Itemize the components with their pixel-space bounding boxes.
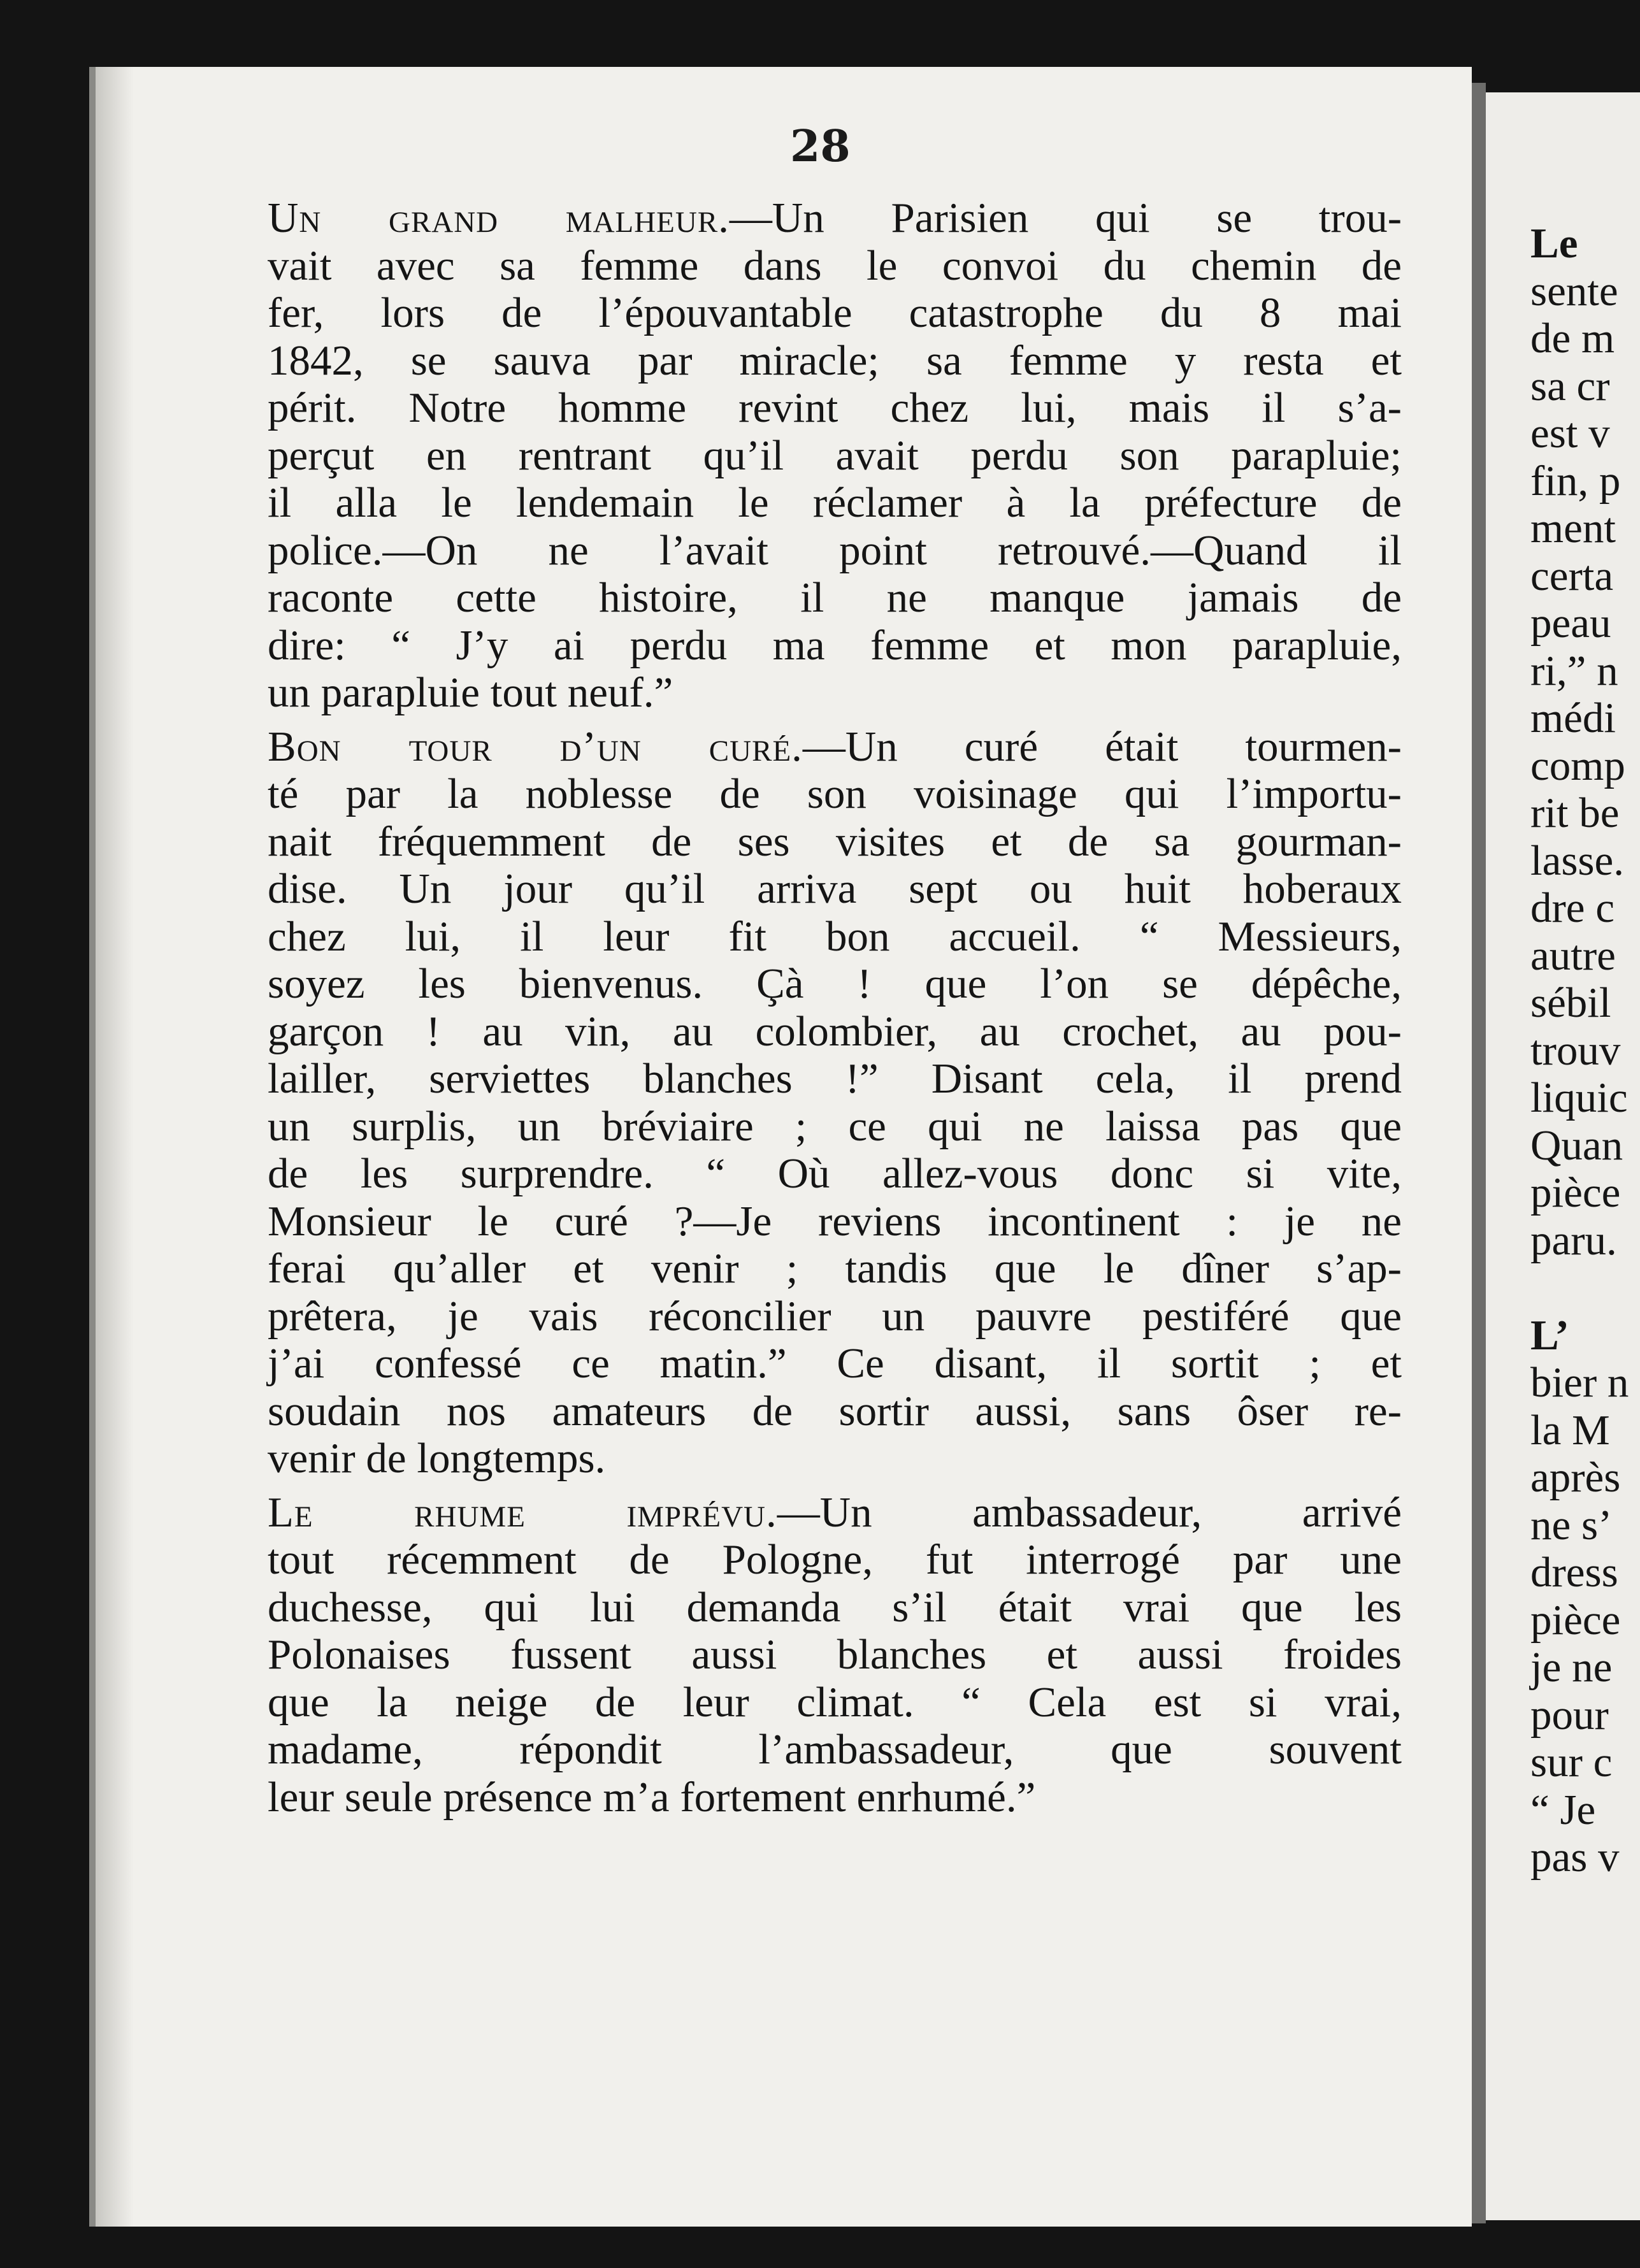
line-text: leur seule présence m’a fortement enrhumé.” <box>268 1773 1036 1821</box>
line-text: nait fréquemment de ses visites et de sa gourman- <box>268 817 1402 865</box>
line-text: madame, répondit l’ambassadeur, que souvent <box>268 1726 1402 1773</box>
line-text: duchesse, qui lui demanda s’il était vrai que les <box>268 1583 1402 1631</box>
line-text: garçon ! au vin, au colombier, au crochet, au pou- <box>268 1007 1402 1055</box>
line-text: vait avec sa femme dans le convoi du chemin de <box>268 241 1402 289</box>
right-page-line: de m <box>1530 315 1615 362</box>
right-page-line: comp <box>1530 742 1625 789</box>
anecdote-paragraph <box>268 1489 1402 1821</box>
right-page-line: L’ <box>1530 1311 1569 1359</box>
anecdote-heading: Le rhume imprévu. <box>268 1488 777 1536</box>
right-page-line: est v <box>1530 410 1610 457</box>
right-page-line: peau <box>1530 599 1611 647</box>
book-gutter <box>1472 83 1486 2223</box>
right-page-line: fin, p <box>1530 457 1621 505</box>
line-text: venir de longtemps. <box>268 1435 606 1482</box>
line-text: soyez les bienvenus. Çà ! que l’on se dépêche, <box>268 960 1402 1007</box>
text-line <box>268 1774 1402 1821</box>
line-text: police.—On ne l’avait point retrouvé.—Quand il <box>268 526 1402 574</box>
text-line <box>268 1631 1402 1679</box>
right-page-line: médi <box>1530 694 1616 742</box>
right-page-text <box>1530 220 1629 1881</box>
text-line <box>268 723 1402 771</box>
right-page-line: pièce <box>1530 1596 1621 1644</box>
line-text: dire: “ J’y ai perdu ma femme et mon parapluie, <box>268 621 1402 669</box>
line-text: un parapluie tout neuf.” <box>268 669 673 716</box>
line-text: —Un Parisien qui se trou- <box>729 194 1402 241</box>
right-page-line: dre c <box>1530 884 1615 931</box>
line-text: —Un curé était tourmen- <box>802 722 1402 770</box>
text-line <box>268 1293 1402 1340</box>
text-line <box>268 1679 1402 1726</box>
line-text: lailler, serviettes blanches !” Disant cela, il prend <box>268 1055 1402 1102</box>
text-line <box>268 622 1402 670</box>
text-line <box>268 1340 1402 1388</box>
line-text: que la neige de leur climat. “ Cela est si vrai, <box>268 1678 1402 1726</box>
text-line <box>268 1536 1402 1584</box>
text-line <box>268 960 1402 1008</box>
line-text: il alla le lendemain le réclamer à la préfecture de <box>268 479 1402 526</box>
right-page-line: sa cr <box>1530 362 1610 410</box>
text-line <box>268 432 1402 480</box>
line-text: 1842, se sauva par miracle; sa femme y resta et <box>268 336 1402 384</box>
right-page-line: je ne <box>1530 1644 1613 1691</box>
line-text: tout récemment de Pologne, fut interrogé par une <box>268 1536 1402 1583</box>
text-line <box>268 1008 1402 1056</box>
text-line <box>268 1584 1402 1632</box>
right-page-line: après <box>1530 1454 1621 1501</box>
right-book-page <box>1486 92 1640 2220</box>
right-page-line: sente <box>1530 267 1618 315</box>
text-line <box>268 1245 1402 1293</box>
line-text: fer, lors de l’épouvantable catastrophe du 8 mai <box>268 289 1402 336</box>
text-line <box>268 865 1402 913</box>
text-line <box>268 289 1402 337</box>
line-text: ferai qu’aller et venir ; tandis que le dîner s’ap- <box>268 1245 1402 1292</box>
text-line <box>268 1726 1402 1774</box>
text-line <box>268 527 1402 575</box>
text-line <box>268 818 1402 866</box>
text-line <box>268 669 1402 717</box>
anecdote-paragraph <box>268 194 1402 717</box>
right-page-line <box>1530 1264 1629 1312</box>
right-page-line: la M <box>1530 1406 1610 1454</box>
right-page-line: pour <box>1530 1691 1609 1739</box>
right-page-line: ri,” n <box>1530 647 1618 694</box>
line-text: Polonaises fussent aussi blanches et aussi froides <box>268 1631 1402 1678</box>
anecdote-heading: Bon tour d’un curé. <box>268 722 803 770</box>
line-text: prêtera, je vais réconcilier un pauvre pestiféré que <box>268 1292 1402 1340</box>
line-text: chez lui, il leur fit bon accueil. “ Messieurs, <box>268 912 1402 960</box>
line-text: soudain nos amateurs de sortir aussi, sans ôser re- <box>268 1387 1402 1435</box>
line-text: un surplis, un bréviaire ; ce qui ne laissa pas que <box>268 1102 1402 1150</box>
right-page-line: sur c <box>1530 1739 1613 1786</box>
line-text: —Un ambassadeur, arrivé <box>777 1488 1402 1536</box>
text-line <box>268 1198 1402 1245</box>
text-line <box>268 770 1402 818</box>
right-page-line: Le <box>1530 220 1578 267</box>
page-body-text <box>268 194 1402 1827</box>
text-line <box>268 337 1402 385</box>
page-number: 28 <box>790 121 851 172</box>
right-page-line: ment <box>1530 505 1616 552</box>
right-page-line: Quan <box>1530 1121 1623 1169</box>
right-page-line: dress <box>1530 1549 1618 1596</box>
right-page-line: sébil <box>1530 979 1611 1026</box>
line-text: dise. Un jour qu’il arriva sept ou huit hoberaux <box>268 865 1402 912</box>
right-page-line: pas v <box>1530 1834 1620 1881</box>
text-line <box>268 574 1402 622</box>
right-page-line: ne s’ <box>1530 1501 1613 1549</box>
line-text: de les surprendre. “ Où allez-vous donc si vite, <box>268 1150 1402 1197</box>
text-line <box>268 913 1402 961</box>
right-page-line: lasse. <box>1530 836 1624 884</box>
text-line <box>268 1150 1402 1198</box>
right-page-line: bier n <box>1530 1359 1629 1406</box>
text-line <box>268 194 1402 242</box>
text-line <box>268 1388 1402 1435</box>
right-page-line: trouv <box>1530 1026 1621 1074</box>
right-page-line: pièce <box>1530 1169 1621 1216</box>
right-page-line: paru. <box>1530 1216 1617 1264</box>
line-text: j’ai confessé ce matin.” Ce disant, il sortit ; et <box>268 1340 1402 1387</box>
text-line <box>268 479 1402 527</box>
text-line <box>268 1489 1402 1537</box>
right-page-line: “ Je <box>1530 1786 1596 1834</box>
right-page-line: liquic <box>1530 1074 1628 1121</box>
anecdote-heading: Un grand malheur. <box>268 194 730 241</box>
text-line <box>268 1435 1402 1482</box>
text-line <box>268 1055 1402 1103</box>
right-page-line: autre <box>1530 931 1616 979</box>
line-text: perçut en rentrant qu’il avait perdu son parapluie; <box>268 431 1402 479</box>
line-text: raconte cette histoire, il ne manque jamais de <box>268 574 1402 621</box>
line-text: périt. Notre homme revint chez lui, mais il s’a- <box>268 384 1402 431</box>
line-text: Monsieur le curé ?—Je reviens incontinent : je ne <box>268 1197 1402 1245</box>
right-page-line: certa <box>1530 552 1614 599</box>
text-line <box>268 242 1402 290</box>
text-line <box>268 384 1402 432</box>
page-edge-shadow <box>96 67 134 2227</box>
text-line <box>268 1103 1402 1151</box>
anecdote-paragraph <box>268 723 1402 1482</box>
right-page-line: rit be <box>1530 789 1620 836</box>
line-text: té par la noblesse de son voisinage qui l’importu- <box>268 770 1402 817</box>
